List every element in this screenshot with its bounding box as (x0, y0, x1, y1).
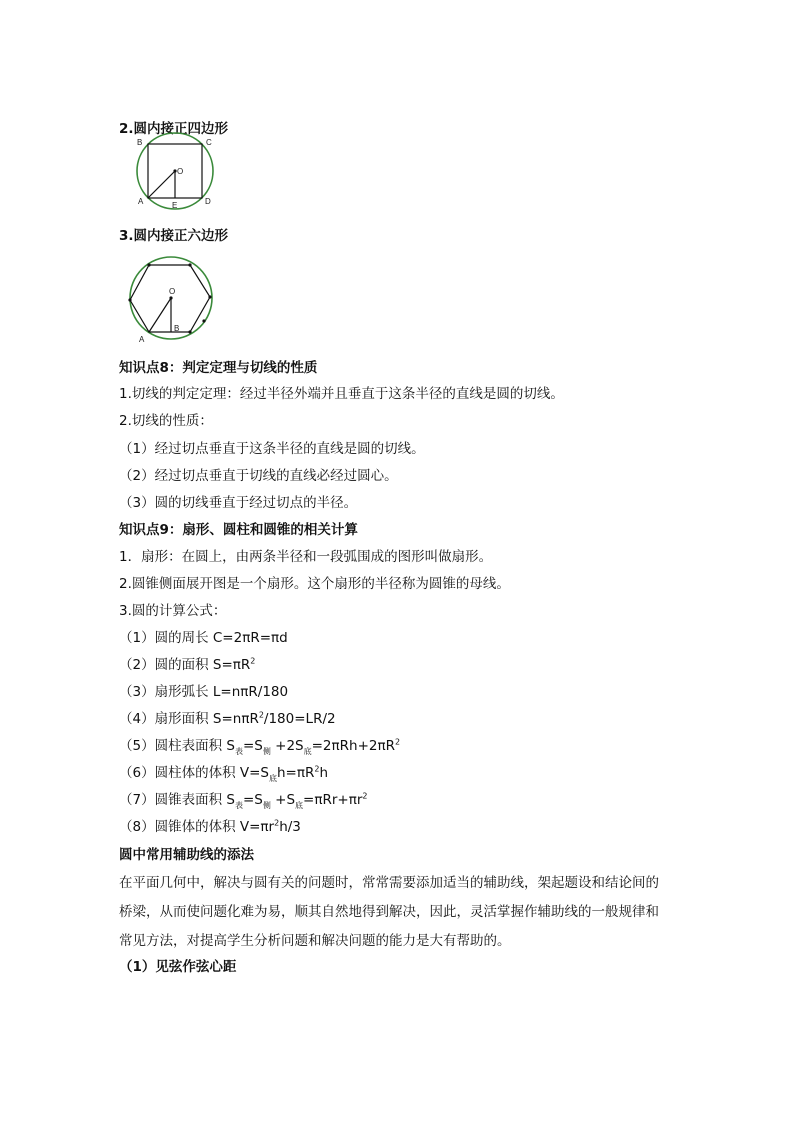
formula-arc-length: （3）扇形弧长 L=nπR/180 (119, 684, 289, 700)
aux-paragraph-line-2: 桥梁，从而使问题化难为易，顺其自然地得到解决，因此，灵活掌握作辅助线的一般规律和 (119, 904, 659, 920)
radius-oa (148, 171, 175, 198)
vertex-point (188, 263, 191, 266)
label-a: A (138, 197, 144, 206)
label-o: O (177, 167, 184, 176)
formula-cone-volume: （8）圆锥体的体积 $V=\pi r^2h/3$ (119, 818, 301, 835)
k9-line-3: 3.圆的计算公式： (119, 603, 227, 619)
label-d: D (205, 197, 211, 206)
formula-circumference: （1）圆的周长 C=2πR=πd (119, 630, 288, 646)
k8-line-5: （3）圆的切线垂直于经过切点的半径。 (119, 495, 358, 511)
label-c: C (206, 138, 212, 147)
edge-point (202, 319, 205, 322)
heading-inscribed-square: 2.圆内接正四边形 (119, 121, 229, 137)
formula-cylinder-volume: （6）圆柱体的体积 $V=S_底h=\pi R^2h$ (119, 764, 329, 783)
aux-paragraph-line-3: 常见方法，对提高学生分析问题和解决问题的能力是大有帮助的。 (119, 933, 511, 949)
vertex-point (147, 263, 150, 266)
k9-line-2: 2.圆锥侧面展开图是一个扇形。这个扇形的半径称为圆锥的母线。 (119, 576, 510, 592)
center-point (169, 296, 172, 299)
vertex-point (128, 298, 131, 301)
label-e: E (172, 201, 178, 210)
figure-inscribed-square (128, 130, 228, 210)
vertex-point (188, 330, 191, 333)
heading-knowledge-point-8: 知识点8：判定定理与切线的性质 (119, 360, 318, 376)
k9-line-1: 1．扇形：在圆上，由两条半径和一段弧围成的图形叫做扇形。 (119, 549, 493, 565)
k8-line-2: 2.切线的性质： (119, 413, 213, 429)
k8-line-3: （1）经过切点垂直于这条半径的直线是圆的切线。 (119, 441, 425, 457)
label-o: O (169, 287, 176, 296)
vertex-point (208, 295, 211, 298)
heading-chord-distance: （1）见弦作弦心距 (119, 959, 237, 975)
k8-line-4: （2）经过切点垂直于切线的直线必经过圆心。 (119, 468, 398, 484)
formula-sector-area: （4）扇形面积 S=nπR$^2$/180=LR/2 (119, 710, 336, 727)
formula-circle-area: （2）圆的面积 $S=\pi R^2$ (119, 656, 256, 673)
radius-oa (149, 298, 171, 332)
aux-paragraph-line-1: 在平面几何中，解决与圆有关的问题时，常常需要添加适当的辅助线，架起题设和结论间的 (119, 875, 659, 891)
heading-inscribed-hexagon: 3.圆内接正六边形 (119, 228, 229, 244)
label-b: B (137, 138, 143, 147)
figure-inscribed-hexagon (124, 252, 224, 344)
k8-line-1: 1.切线的判定定理：经过半径外端并且垂直于这条半径的直线是圆的切线。 (119, 386, 564, 402)
formula-cylinder-surface: （5）圆柱表面积 $S_表=S_侧 +2S_底=2\pi Rh+2\pi R^2$ (119, 737, 401, 756)
heading-auxiliary-lines: 圆中常用辅助线的添法 (119, 847, 254, 863)
label-b: B (174, 324, 180, 333)
heading-knowledge-point-9: 知识点9：扇形、圆柱和圆锥的相关计算 (119, 522, 358, 538)
label-a: A (139, 335, 145, 344)
formula-cone-surface: （7）圆锥表面积 $S_表=S_侧 +S_底=\pi Rr+\pi r^2$ (119, 791, 368, 810)
